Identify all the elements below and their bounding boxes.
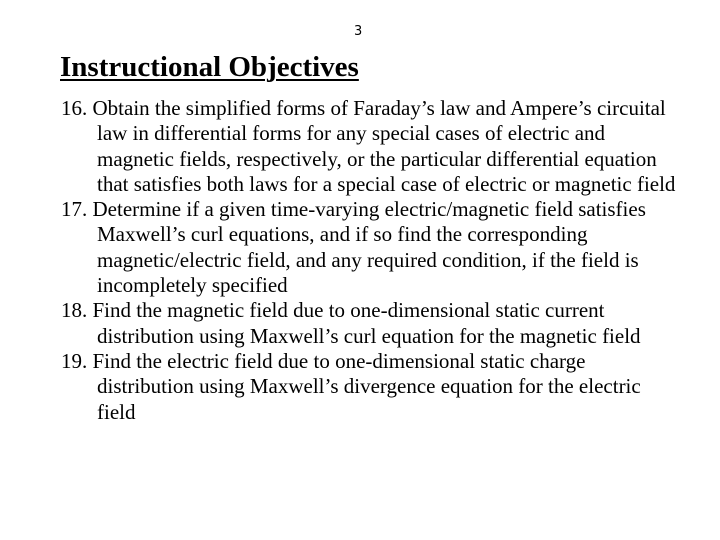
objective-number: 18.	[61, 298, 88, 323]
objective-item-18	[61, 298, 681, 349]
page-number: 3	[354, 24, 363, 39]
objective-item-16	[61, 96, 681, 197]
slide-title: Instructional Objectives	[60, 51, 359, 83]
objective-text: Find the electric field due to one-dimensional static charge distribution using Maxwell’s divergence equation for the electric field	[92, 348, 641, 424]
objectives-list	[61, 96, 681, 425]
objective-item-17	[61, 197, 681, 298]
objective-text: Find the magnetic field due to one-dimensional static current distribution using Maxwell’s curl equation for the magnetic field	[92, 298, 641, 348]
objective-number: 17.	[61, 197, 88, 222]
objective-text: Determine if a given time-varying electric/magnetic field satisfies Maxwell’s curl equations, and if so find the corresponding magnetic/electric field, and any required condition, if the field is incompletely specified	[92, 197, 646, 298]
objective-item-19	[61, 349, 681, 425]
objective-number: 19.	[61, 348, 88, 373]
objective-number: 16.	[61, 96, 88, 120]
objective-text: Obtain the simplified forms of Faraday’s law and Ampere’s circuital law in differential forms for any special cases of electric and magnetic fields, respectively, or the particular differential equation that satisfies both laws for a special case of electric or magnetic field	[92, 96, 676, 196]
